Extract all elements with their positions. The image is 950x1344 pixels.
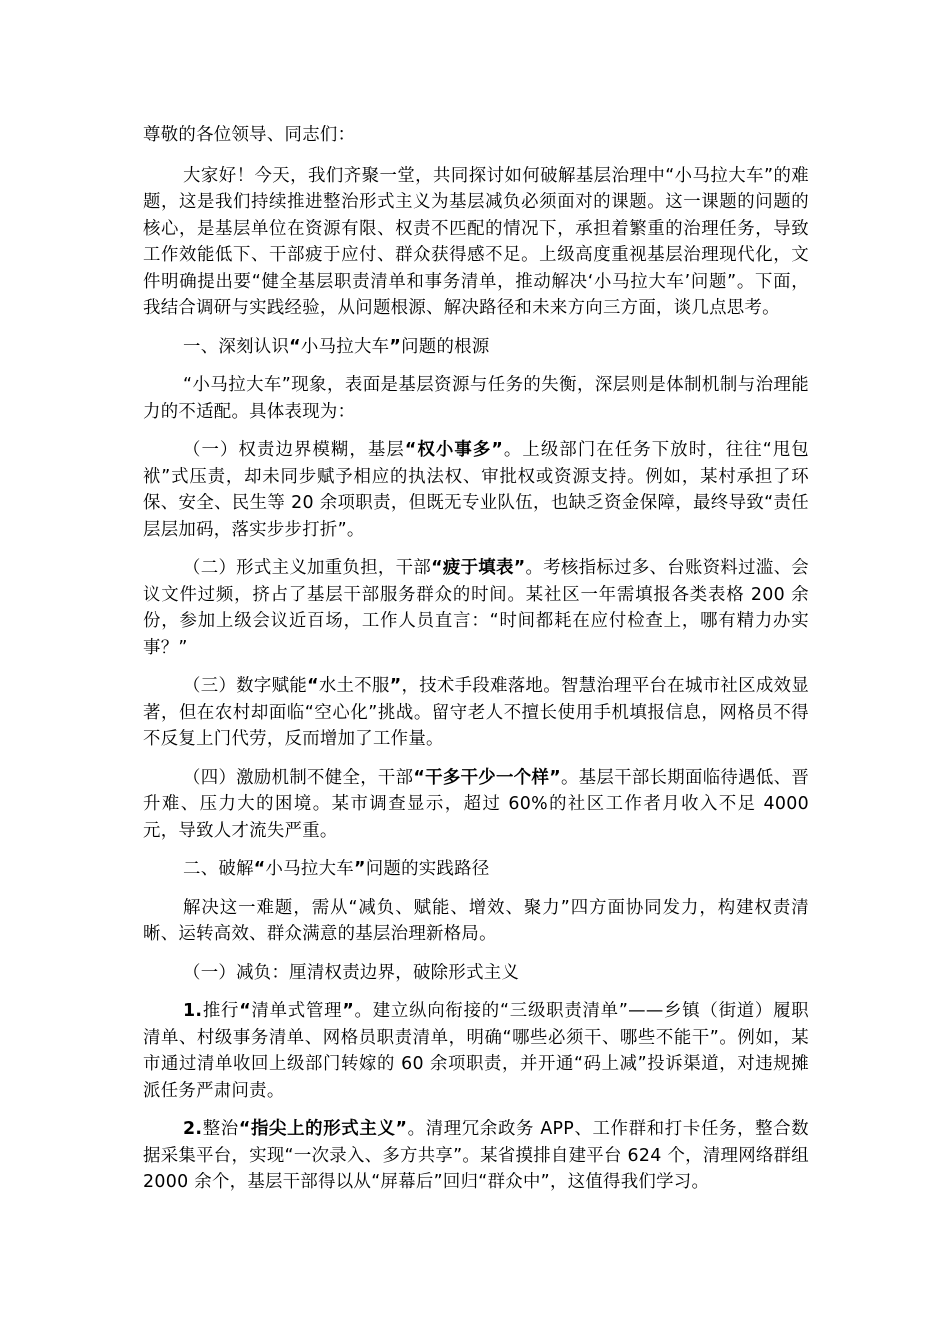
item-pre: （四）激励机制不健全，干部 bbox=[183, 767, 414, 788]
document-page bbox=[143, 122, 809, 1208]
section2-heading-post: 问题的实践路径 bbox=[365, 859, 490, 879]
section1-item-1 bbox=[143, 437, 809, 543]
item-pre: （二）形式主义加重负担，干部 bbox=[183, 558, 432, 578]
section1-heading-pre: 一、深刻认识 bbox=[183, 336, 290, 357]
section2-heading-pre: 二、破解 bbox=[183, 859, 254, 879]
section2-heading bbox=[143, 856, 809, 883]
section1-heading-quote-open: “ bbox=[289, 336, 301, 357]
item-bold: “权小事多” bbox=[404, 440, 504, 460]
section1-heading bbox=[143, 334, 809, 361]
section1-item-2 bbox=[143, 555, 809, 661]
section1-intro: “小马拉大车”现象，表面是基层资源与任务的失衡，深层则是体制机制与治理能力的不适配。具体表现为： bbox=[143, 375, 809, 422]
item-quote-close: ” bbox=[389, 676, 402, 696]
intro-paragraph: 大家好！今天，我们齐聚一堂，共同探讨如何破解基层治理中“小马拉大车”的难题，这是我们持续推进整治形式主义为基层减负必须面对的课题。这一课题的问题的核心，是基层单位在资源有限、权责不匹配的情况下，承担着繁重的治理任务，导致工作效能低下、干部疲于应付、群众获得感不足。上级高度重视基层治理现代化，文件明确提出要“健全基层职责清单和事务清单，推动解决‘小马拉大车’问题”。下面，我结合调研与实践经验，从问题根源、解决路径和未来方向三方面，谈几点思考。 bbox=[143, 165, 809, 318]
item-quote-open: “ bbox=[307, 676, 319, 696]
item-mid: 水土不服 bbox=[318, 676, 390, 696]
section2-heading-quote-open: “ bbox=[253, 859, 266, 879]
point-post: 。建立纵向衔接的“三级职责清单”——乡镇（街道）履职清单、村级事务清单、网格员职责清单，明确“哪些必须干、哪些不能干”。例如，某市通过清单收回上级部门转嫁的 60 余项职责，并开通“码上减”投诉渠道，对违规摊派任务严肃问责。 bbox=[143, 1001, 809, 1101]
point-pre: 整治 bbox=[202, 1119, 239, 1139]
section2-heading-quote-close: ” bbox=[353, 859, 366, 879]
section1-item-3 bbox=[143, 673, 809, 753]
point-bold: “指尖上的形式主义” bbox=[238, 1119, 408, 1139]
item-post: 。上级部门在任务下放时，往往“甩包袱”式压责，却未同步赋予相应的执法权、审批权或资源支持。例如，某村承担了环保、安全、民生等 20 余项职责，但既无专业队伍，也缺乏资金保障，最终导致“责任层层加码，落实步步打折”。 bbox=[143, 440, 809, 540]
point-mid: 清单式管理 bbox=[250, 1001, 343, 1021]
section1-heading-quote-close: ” bbox=[389, 336, 402, 357]
section1-heading-mid: 小马拉大车 bbox=[300, 336, 390, 357]
item-post: 。基层干部长期面临待遇低、晋升难、压力大的困境。某市调查显示，超过 60%的社区工作者月收入不足 4000 元，导致人才流失严重。 bbox=[143, 767, 810, 841]
section2-heading-mid: 小马拉大车 bbox=[265, 859, 354, 879]
point-quote-close: ” bbox=[342, 1001, 355, 1021]
point-pre: 推行 bbox=[202, 1001, 240, 1021]
point-number: 1. bbox=[183, 1001, 203, 1021]
item-bold: “干多干少一个样” bbox=[413, 767, 561, 788]
point-quote-open: “ bbox=[239, 1001, 251, 1021]
item-post: ，技术手段难落地。智慧治理平台在城市社区成效显著，但在农村却面临“空心化”挑战。留守老人不擅长使用手机填报信息，网格员不得不反复上门代劳，反而增加了工作量。 bbox=[143, 676, 810, 749]
section2-point-1 bbox=[143, 998, 809, 1104]
item-post: 。考核指标过多、台账资料过滥、会议文件过频，挤占了基层干部服务群众的时间。某社区一年需填报各类表格 200 余份，参加上级会议近百场，工作人员直言：“时间都耗在应付检查上，哪有精力办实事？” bbox=[143, 558, 809, 658]
point-number: 2. bbox=[183, 1119, 203, 1139]
section1-heading-post: 问题的根源 bbox=[401, 336, 490, 357]
point-post: 。清理冗余政务 APP、工作群和打卡任务，整合数据采集平台，实现“一次录入、多方共享”。某省摸排自建平台 624 个，清理网络群组 2000 余个，基层干部得以从“屏幕后”回归“群众中”，这值得我们学习。 bbox=[143, 1119, 809, 1192]
item-pre: （三）数字赋能 bbox=[183, 676, 308, 696]
section2-intro: 解决这一难题，需从“减负、赋能、增效、聚力”四方面协同发力，构建权责清晰、运转高效、群众满意的基层治理新格局。 bbox=[143, 897, 809, 944]
section2-point-2 bbox=[143, 1116, 809, 1196]
item-bold: “疲于填表” bbox=[431, 558, 526, 578]
section2-sub1-heading: （一）减负：厘清权责边界，破除形式主义 bbox=[183, 962, 520, 983]
item-pre: （一）权责边界模糊，基层 bbox=[183, 440, 405, 460]
section1-item-4 bbox=[143, 765, 809, 845]
salutation: 尊敬的各位领导、同志们： bbox=[143, 125, 356, 145]
